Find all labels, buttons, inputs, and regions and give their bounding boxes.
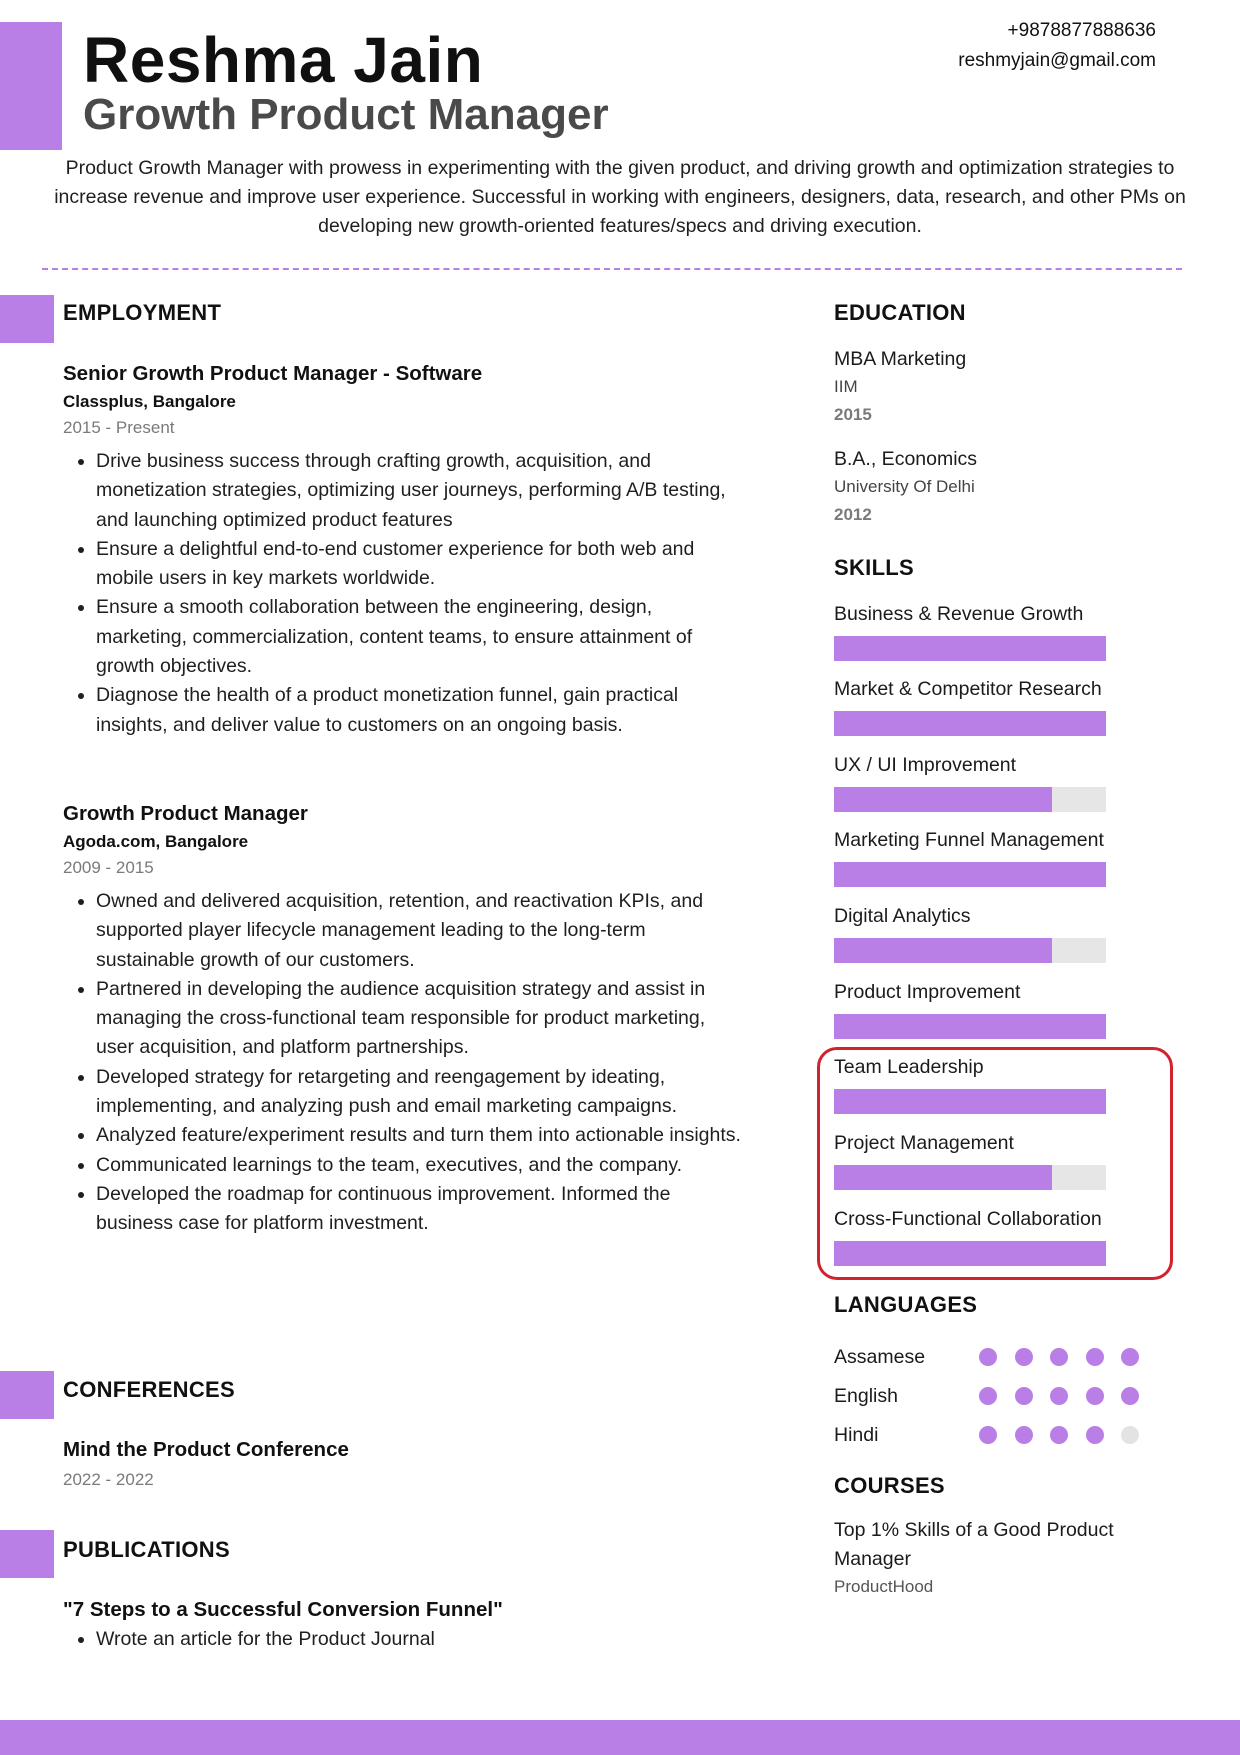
job-bullet: • Diagnose the health of a product monetization funnel, gain practical insights, and deliver value to customers on an ongoing basis.	[96, 681, 743, 740]
education-entry	[834, 345, 1174, 429]
skill-name: UX / UI Improvement	[834, 754, 1017, 776]
skill-bar	[834, 787, 1106, 812]
course-provider: ProductHood	[834, 1577, 934, 1596]
skills-heading: SKILLS	[834, 555, 915, 580]
conference-entry	[63, 1435, 743, 1493]
skill-bar-fill	[834, 636, 1106, 661]
skill-bar-fill	[834, 1014, 1106, 1039]
skill-name: Business & Revenue Growth	[834, 603, 1084, 625]
education-degree: MBA Marketing	[834, 348, 967, 370]
candidate-title: Growth Product Manager	[83, 90, 609, 139]
job-bullet: • Developed the roadmap for continuous improvement. Informed the business case for platform investment.	[96, 1180, 743, 1239]
phone-number: +9878877888636	[1007, 20, 1156, 41]
job-bullet: • Ensure a delightful end-to-end customer experience for both web and mobile users in key markets worldwide.	[96, 535, 743, 594]
education-school: IIM	[834, 377, 858, 396]
skill-name: Team Leadership	[834, 1056, 984, 1078]
rating-dot-filled	[1050, 1426, 1068, 1444]
job-bullets	[63, 447, 743, 740]
skill-bar	[834, 636, 1106, 661]
publications-heading: PUBLICATIONS	[63, 1537, 230, 1562]
education-entry	[834, 445, 1174, 529]
job-bullet: • Ensure a smooth collaboration between the engineering, design, marketing, commercialization, content teams, to ensure attainment of growth objectives.	[96, 593, 743, 681]
language-row	[834, 1381, 1174, 1411]
language-name: Hindi	[834, 1424, 879, 1446]
conference-title: Mind the Product Conference	[63, 1438, 349, 1461]
rating-dot-filled	[1086, 1348, 1104, 1366]
skill-item	[834, 675, 1174, 736]
rating-dot-filled	[979, 1348, 997, 1366]
skill-bar-fill	[834, 938, 1052, 963]
language-rating	[979, 1426, 1157, 1449]
dashed-divider	[42, 268, 1182, 270]
job-dates: 2009 - 2015	[63, 858, 154, 877]
skill-item	[834, 751, 1174, 812]
footer-accent-bar	[0, 1720, 1240, 1755]
skill-bar	[834, 1014, 1106, 1039]
language-name: English	[834, 1385, 898, 1407]
job-entry	[63, 359, 743, 740]
job-company: Agoda.com, Bangalore	[63, 832, 249, 851]
conference-dates: 2022 - 2022	[63, 1470, 154, 1489]
rating-dot-filled	[1086, 1387, 1104, 1405]
courses-heading: COURSES	[834, 1473, 945, 1498]
education-degree: B.A., Economics	[834, 448, 978, 470]
skill-name: Project Management	[834, 1132, 1014, 1154]
language-rating	[979, 1387, 1157, 1410]
skill-item	[834, 902, 1174, 963]
rating-dot-filled	[1015, 1348, 1033, 1366]
rating-dot-filled	[1086, 1426, 1104, 1444]
skill-bar-fill	[834, 787, 1052, 812]
skill-name: Product Improvement	[834, 981, 1021, 1003]
job-bullet: • Drive business success through crafting growth, acquisition, and monetization strategies, optimizing user journeys, performing A/B testing, and launching optimized product features	[96, 447, 743, 535]
skill-name: Marketing Funnel Management	[834, 829, 1104, 851]
job-bullet: • Partnered in developing the audience acquisition strategy and assist in managing the cross-functional team responsible for product marketing, user acquisition, and platform partnerships.	[96, 975, 743, 1063]
publication-title: "7 Steps to a Successful Conversion Funnel"	[63, 1598, 503, 1621]
rating-dot-filled	[1015, 1387, 1033, 1405]
employment-heading: EMPLOYMENT	[63, 300, 222, 325]
profile-summary: Product Growth Manager with prowess in experimenting with the given product, and driving growth and optimization strategies to increase revenue and improve user experience. Successful in working with engineers, designers, data, research, and other PMs on developing new growth-oriented features/specs and driving execution.	[54, 157, 1186, 237]
course-name: Top 1% Skills of a Good Product Manager	[834, 1519, 1114, 1570]
highlight-annotation-box	[817, 1047, 1173, 1280]
job-bullet: • Owned and delivered acquisition, retention, and reactivation KPIs, and supported player lifecycle management leading to the long-term sustainable growth of our customers.	[96, 887, 743, 975]
publication-bullets	[63, 1625, 743, 1654]
language-rating	[979, 1348, 1157, 1371]
job-bullet: • Developed strategy for retargeting and reengagement by ideating, implementing, and analyzing push and email marketing campaigns.	[96, 1063, 743, 1122]
skill-name: Cross-Functional Collaboration	[834, 1208, 1102, 1230]
job-entry	[63, 799, 743, 1239]
language-name: Assamese	[834, 1346, 926, 1368]
education-heading: EDUCATION	[834, 300, 966, 325]
job-dates: 2015 - Present	[63, 418, 175, 437]
language-row	[834, 1420, 1174, 1450]
rating-dot-filled	[1121, 1387, 1139, 1405]
language-row	[834, 1342, 1174, 1372]
languages-heading: LANGUAGES	[834, 1292, 978, 1317]
skill-bar-fill	[834, 711, 1106, 736]
education-year: 2015	[834, 405, 872, 424]
job-bullet: • Communicated learnings to the team, executives, and the company.	[96, 1151, 743, 1180]
skill-bar	[834, 862, 1106, 887]
course-entry	[834, 1516, 1174, 1600]
publication-entry	[63, 1595, 743, 1654]
publications-accent	[0, 1530, 54, 1578]
rating-dot-filled	[1015, 1426, 1033, 1444]
email-address: reshmyjain@gmail.com	[958, 50, 1156, 71]
skill-item	[834, 826, 1174, 887]
skill-item	[834, 978, 1174, 1039]
job-bullets	[63, 887, 743, 1239]
job-bullet: • Analyzed feature/experiment results and turn them into actionable insights.	[96, 1121, 743, 1150]
skill-bar	[834, 938, 1106, 963]
rating-dot-filled	[979, 1387, 997, 1405]
job-title: Growth Product Manager	[63, 802, 308, 825]
rating-dot-empty	[1121, 1426, 1139, 1444]
header-accent-bar	[0, 22, 62, 150]
skill-item	[834, 600, 1174, 661]
contact-info	[958, 16, 1156, 76]
rating-dot-filled	[979, 1426, 997, 1444]
job-company: Classplus, Bangalore	[63, 392, 236, 411]
job-title: Senior Growth Product Manager - Software	[63, 362, 483, 385]
education-school: University Of Delhi	[834, 477, 975, 496]
skill-bar	[834, 711, 1106, 736]
conferences-heading: CONFERENCES	[63, 1377, 235, 1402]
education-year: 2012	[834, 505, 872, 524]
skill-name: Digital Analytics	[834, 905, 971, 927]
rating-dot-filled	[1050, 1387, 1068, 1405]
skill-name: Market & Competitor Research	[834, 678, 1102, 700]
rating-dot-filled	[1050, 1348, 1068, 1366]
employment-accent	[0, 295, 54, 343]
skill-bar-fill	[834, 862, 1106, 887]
rating-dot-filled	[1121, 1348, 1139, 1366]
candidate-name: Reshma Jain	[83, 24, 484, 96]
conferences-accent	[0, 1371, 54, 1419]
publication-bullet: • Wrote an article for the Product Journal	[96, 1625, 743, 1654]
